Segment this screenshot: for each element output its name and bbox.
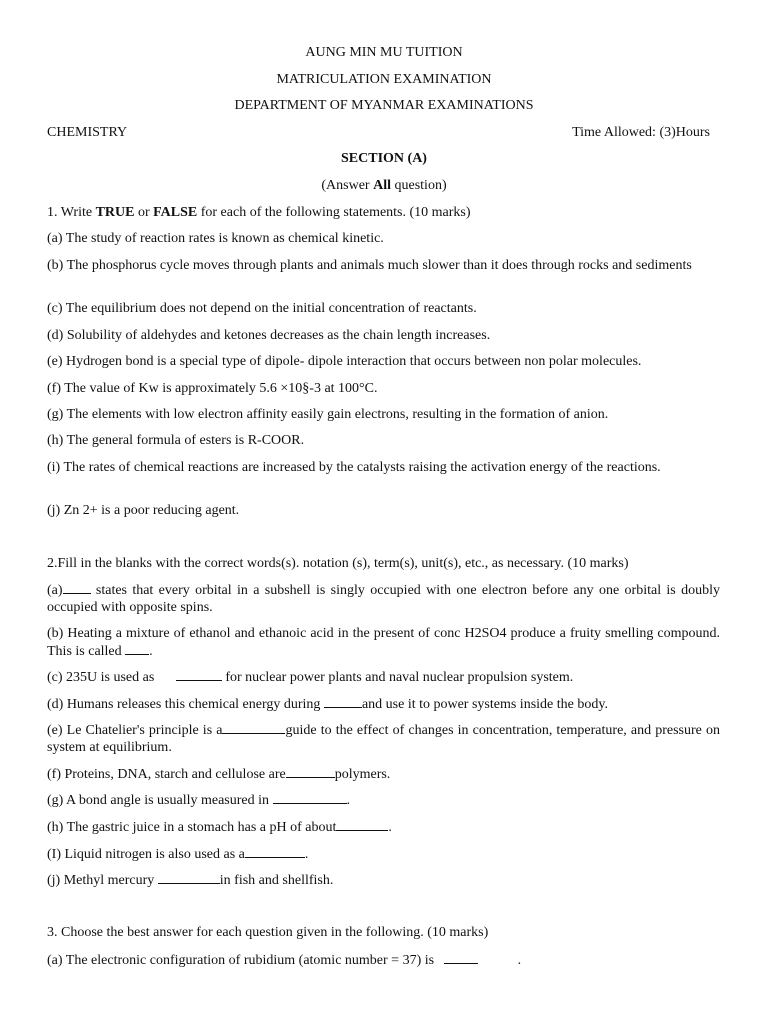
q1-title-post: for each of the following statements. (10 marks) <box>197 205 471 220</box>
q1-true-word: TRUE <box>95 205 135 220</box>
q2-c-pre: (c) 235U is used as <box>47 670 158 685</box>
section-title <box>0 150 768 167</box>
school-name: AUNG MIN MU TUITION <box>305 45 463 60</box>
subject-name: CHEMISTRY <box>47 125 128 140</box>
time-allowed: Time Allowed: (3)Hours <box>572 125 710 140</box>
answer-blank[interactable] <box>245 845 305 858</box>
q2-item-a <box>47 581 720 616</box>
q2-i-pre: (I) Liquid nitrogen is also used as a <box>47 847 245 862</box>
q2-c-post: for nuclear power plants and naval nuclear propulsion system. <box>221 670 574 685</box>
q1-statement-d: (d) Solubility of aldehydes and ketones decreases as the chain length increases. <box>47 328 491 343</box>
q1-title <box>47 204 720 221</box>
q1-or-word: or <box>134 205 154 220</box>
q2-a-post: states that every orbital in a subshell is singly occupied with one electron before any one orbital is doubly occupied with opposite spins. <box>47 583 720 615</box>
q1-statement-b: (b) The phosphorus cycle moves through plants and animals much slower than it does through rocks and sediments <box>47 258 692 273</box>
q1-statement-f: (f) The value of Kw is approximately 5.6 ×10§-3 at 100°C. <box>47 381 378 396</box>
answer-blank[interactable] <box>444 951 478 964</box>
q2-j-pre: (j) Methyl mercury <box>47 873 158 888</box>
q3-a-post: . <box>517 953 522 968</box>
q2-item-j <box>47 871 720 889</box>
q2-f-post: polymers. <box>334 767 391 782</box>
q2-item-i <box>47 845 720 863</box>
instruction-post: question) <box>391 178 447 193</box>
q1-statement-e: (e) Hydrogen bond is a special type of dipole- dipole interaction that occurs between non polar molecules. <box>47 354 642 369</box>
answer-blank[interactable] <box>125 642 149 655</box>
answer-blank[interactable] <box>222 721 285 734</box>
q2-b-post: . <box>149 644 153 659</box>
answer-blank[interactable] <box>286 765 335 778</box>
answer-blank[interactable] <box>176 668 222 681</box>
q2-d-post: and use it to power systems inside the body. <box>361 697 608 712</box>
q2-f-pre: (f) Proteins, DNA, starch and cellulose are <box>47 767 286 782</box>
q2-j-post: in fish and shellfish. <box>219 873 334 888</box>
q2-h-pre: (h) The gastric juice in a stomach has a pH of about <box>47 820 337 835</box>
q2-i-post: . <box>304 847 309 862</box>
q2-b-pre: (b) Heating a mixture of ethanol and ethanoic acid in the present of conc H2SO4 produce a fruity smelling compound. This is called <box>47 626 720 659</box>
section-title-text: SECTION (A) <box>341 151 427 166</box>
q2-item-e <box>47 721 720 756</box>
q2-a-pre: (a) <box>47 583 63 598</box>
q2-item-b <box>47 625 720 660</box>
q2-item-d <box>47 695 720 713</box>
q3-item-a <box>47 951 720 969</box>
q1-title-pre: 1. Write <box>47 205 96 220</box>
q1-false-word: FALSE <box>153 205 198 220</box>
answer-blank[interactable] <box>158 871 220 884</box>
q2-item-f <box>47 765 720 783</box>
answer-blank[interactable] <box>324 695 362 708</box>
q1-statement-h: (h) The general formula of esters is R-COOR. <box>47 433 305 448</box>
q2-g-post: . <box>346 793 351 808</box>
answer-blank[interactable] <box>336 818 388 831</box>
instruction-bold: All <box>373 178 391 193</box>
q2-d-pre: (d) Humans releases this chemical energy during <box>47 697 324 712</box>
q1-statement-j: (j) Zn 2+ is a poor reducing agent. <box>47 503 240 518</box>
q1-statement-a: (a) The study of reaction rates is known as chemical kinetic. <box>47 231 384 246</box>
answer-blank[interactable] <box>273 791 347 804</box>
q2-e-pre: (e) Le Chatelier's principle is a <box>47 723 223 738</box>
q2-item-c <box>47 668 720 686</box>
answer-blank[interactable] <box>63 581 91 594</box>
q2-g-pre: (g) A bond angle is usually measured in <box>47 793 273 808</box>
department-name: DEPARTMENT OF MYANMAR EXAMINATIONS <box>234 98 534 113</box>
q1-statement-g: (g) The elements with low electron affinity easily gain electrons, resulting in the formation of anion. <box>47 407 609 422</box>
q2-h-post: . <box>388 820 392 835</box>
q1-statement-c: (c) The equilibrium does not depend on the initial concentration of reactants. <box>47 301 477 316</box>
q3-title: 3. Choose the best answer for each question given in the following. (10 marks) <box>47 925 489 940</box>
exam-title: MATRICULATION EXAMINATION <box>276 72 492 87</box>
instruction-pre: (Answer <box>321 178 374 193</box>
q2-item-h <box>47 818 720 836</box>
q1-statement-i: (i) The rates of chemical reactions are increased by the catalysts raising the activation energy of the reactions. <box>47 460 661 475</box>
q3-a-pre: (a) The electronic configuration of rubidium (atomic number = 37) is <box>47 953 438 968</box>
section-instruction <box>0 177 768 194</box>
q2-title: 2.Fill in the blanks with the correct words(s). notation (s), term(s), unit(s), etc., as necessary. (10 marks) <box>47 556 629 571</box>
q2-e-post: guide to the effect of changes in concentration, temperature, and pressure on system at equilibrium. <box>47 723 720 755</box>
q2-item-g <box>47 791 720 809</box>
